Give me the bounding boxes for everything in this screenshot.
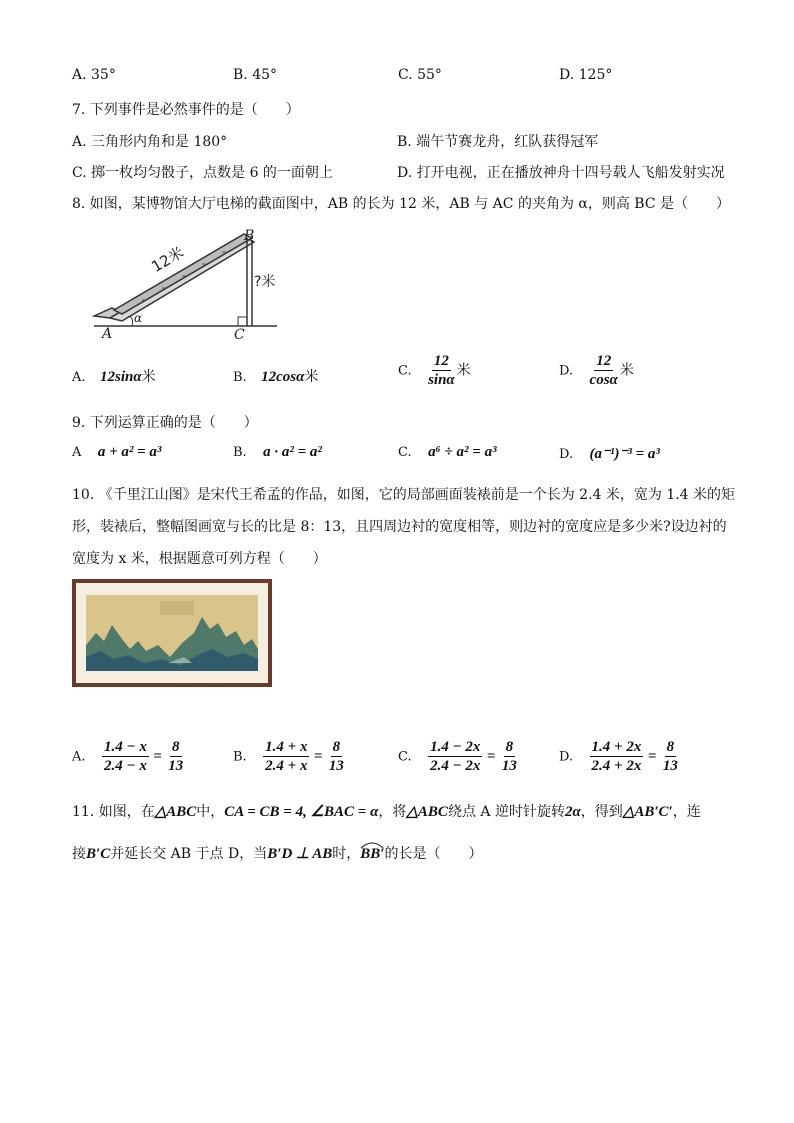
q10-option-a-rhs-numerator: 8 <box>172 739 180 755</box>
q9-stem: 9. 下列运算正确的是（ ） <box>72 415 258 431</box>
q9-option-c <box>398 444 497 461</box>
q6-option-a: A. 35° <box>72 67 116 83</box>
q8-option-a-prefix: A. <box>72 370 86 385</box>
elevator-figure <box>92 226 282 341</box>
figure-point-c: C <box>234 327 245 341</box>
q10-option-c <box>398 738 519 775</box>
q11-text-7: 接 <box>72 846 86 862</box>
q10-line-2: 形，装裱后，整幅图画宽与长的比是 8：13，且四周边衬的宽度相等，则边衬的宽度应是多少米?设边衬的 <box>72 519 727 535</box>
q10-option-b-rhs-denominator: 13 <box>328 758 344 774</box>
q6-option-c: C. 55° <box>398 67 442 83</box>
q11-text-8: 并延长交 AB 于点 D，当 <box>110 846 268 862</box>
q10-option-d-denominator: 2.4 + 2x <box>591 758 642 774</box>
q9-option-a <box>72 444 161 461</box>
q10-option-d-rhs-numerator: 8 <box>666 739 675 755</box>
q10-option-d <box>559 738 680 775</box>
figure-length-label: 12米 <box>148 243 187 276</box>
q8-option-d-unit: 米 <box>619 362 634 379</box>
q11-line-2 <box>72 843 483 863</box>
q9-option-b-math: a · a² = a² <box>263 444 322 460</box>
q8-option-c-prefix: C. <box>398 363 412 379</box>
q8-option-c-unit: 米 <box>456 362 471 379</box>
q9-option-c-math: a⁶ ÷ a² = a³ <box>428 444 497 460</box>
q8-option-d-denominator: cosα <box>589 372 618 388</box>
q9-option-d <box>559 444 660 463</box>
q8-option-d <box>559 352 634 389</box>
q8-option-b-unit: 米 <box>304 369 319 385</box>
q9-option-b-prefix: B. <box>233 445 247 460</box>
q6-option-b: B. 45° <box>233 67 278 83</box>
q11-condition: CA = CB = 4, ∠BAC = α <box>224 804 379 820</box>
q10-option-c-rhs-denominator: 13 <box>501 758 517 774</box>
q10-option-a-equals: = <box>153 748 162 765</box>
q10-option-b <box>233 738 346 775</box>
q10-option-c-denominator: 2.4 − 2x <box>430 758 481 774</box>
q11-text-5: ，得到 <box>580 804 623 820</box>
q8-option-c-denominator: sinα <box>428 372 455 388</box>
figure-angle-alpha: α <box>134 311 143 325</box>
q10-option-a-prefix: A. <box>72 749 86 765</box>
q11-triangle-abc: △ABC <box>154 804 197 820</box>
figure-point-b: B <box>244 228 255 244</box>
q10-option-d-numerator: 1.4 + 2x <box>591 739 642 755</box>
q8-option-d-numerator: 12 <box>596 353 612 369</box>
q11-segment-bc: B′C <box>86 846 111 862</box>
q6-option-d: D. 125° <box>559 67 613 83</box>
q10-option-b-prefix: B. <box>233 749 247 765</box>
q10-option-a-denominator: 2.4 − x <box>103 758 147 774</box>
q9-option-a-math: a + a² = a³ <box>97 444 162 460</box>
figure-point-a: A <box>102 326 113 341</box>
q9-option-d-math: (a⁻¹)⁻³ = a³ <box>589 446 660 462</box>
q11-text-1: 11. 如图，在 <box>72 804 155 820</box>
q8-stem: 8. 如图，某博物馆大厅电梯的截面图中，AB 的长为 12 米，AB 与 AC 的夹角为 α，则高 BC 是（ ） <box>72 196 731 212</box>
q9-option-d-prefix: D. <box>559 447 574 462</box>
q9-option-a-prefix: A <box>72 445 82 460</box>
q8-option-b-prefix: B. <box>233 370 247 385</box>
q11-triangle-abc-2: △ABC <box>406 804 448 820</box>
q11-perpendicular: B′D ⊥ AB <box>267 846 333 862</box>
q10-option-b-equals: = <box>313 748 323 765</box>
q11-rotation-angle: 2α <box>564 804 581 820</box>
arc-symbol-icon <box>360 841 384 849</box>
q7-option-a: A. 三角形内角和是 180° <box>72 134 228 150</box>
q11-arc-bb: BB′ <box>360 846 384 863</box>
q7-stem: 7. 下列事件是必然事件的是（ ） <box>72 102 300 118</box>
q10-option-b-denominator: 2.4 + x <box>265 758 308 774</box>
figure-height-label: ?米 <box>254 274 276 290</box>
landscape-painting <box>72 579 272 687</box>
q10-option-d-rhs-denominator: 13 <box>662 758 678 774</box>
q11-text-9: 时， <box>332 846 361 862</box>
elevator-drawing <box>94 234 277 326</box>
q10-option-a-numerator: 1.4 − x <box>103 739 147 755</box>
q11-text-10: 的长是（ ） <box>384 846 483 862</box>
q8-option-d-prefix: D. <box>559 363 574 379</box>
q11-triangle-image: △AB′C′ <box>622 804 673 820</box>
q9-option-b <box>233 444 322 461</box>
q11-line-1 <box>72 801 701 821</box>
q11-text-3: ，将 <box>378 804 407 820</box>
q10-option-c-prefix: C. <box>398 749 412 765</box>
q10-option-c-equals: = <box>486 748 496 765</box>
q8-option-c-numerator: 12 <box>433 353 449 369</box>
q9-option-c-prefix: C. <box>398 445 412 460</box>
q8-option-c <box>398 352 471 389</box>
q10-option-c-rhs-numerator: 8 <box>505 739 514 755</box>
q10-option-a <box>72 738 185 775</box>
q11-text-6: ，连 <box>672 804 701 820</box>
q10-option-d-prefix: D. <box>559 749 574 765</box>
q7-option-c: C. 掷一枚均匀骰子，点数是 6 的一面朝上 <box>72 165 333 181</box>
q8-option-a-math: 12sinα <box>99 369 142 385</box>
q10-option-d-equals: = <box>647 748 657 765</box>
q8-option-b <box>233 366 318 386</box>
q10-option-b-rhs-numerator: 8 <box>332 739 341 755</box>
q11-text-2: 中， <box>196 804 225 820</box>
q10-line-1: 10. 《千里江山图》是宋代王希孟的作品，如图，它的局部画面装裱前是一个长为 2.4 米，宽为 1.4 米的矩 <box>72 487 736 503</box>
q10-line-3: 宽度为 x 米，根据题意可列方程（ ） <box>72 551 327 567</box>
q7-option-d: D. 打开电视，正在播放神舟十四号载人飞船发射实况 <box>397 165 725 181</box>
q10-option-a-rhs-denominator: 13 <box>168 758 184 774</box>
q7-option-b: B. 端午节赛龙舟，红队获得冠军 <box>397 134 599 150</box>
q8-option-a-unit: 米 <box>141 369 156 385</box>
q10-option-b-numerator: 1.4 + x <box>265 739 308 755</box>
q8-option-a <box>72 366 156 386</box>
q11-text-4: 绕点 A 逆时针旋转 <box>447 804 565 820</box>
q10-option-c-numerator: 1.4 − 2x <box>430 739 481 755</box>
q8-option-b-math: 12cosα <box>261 369 305 385</box>
